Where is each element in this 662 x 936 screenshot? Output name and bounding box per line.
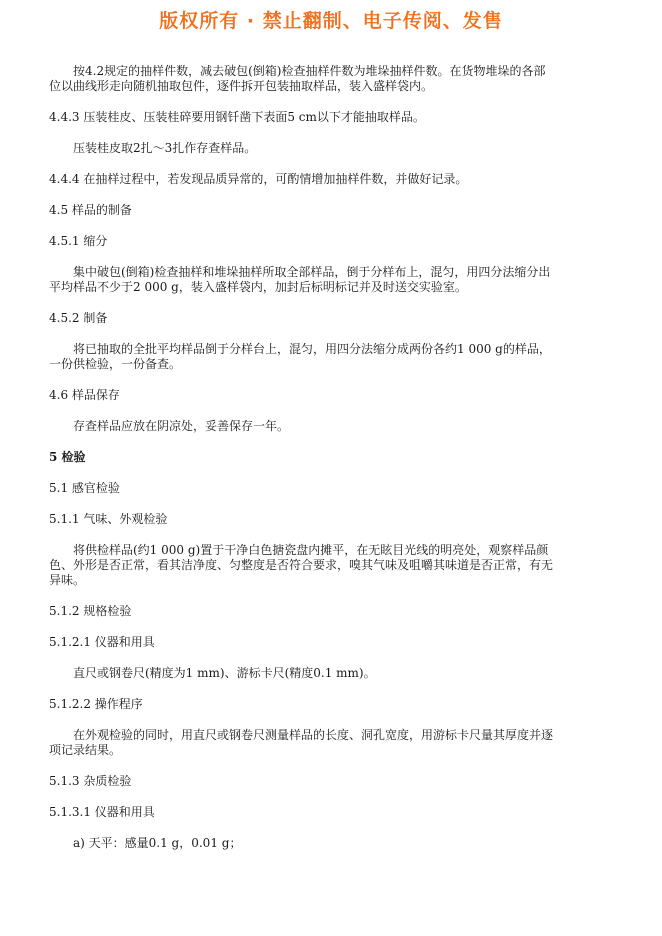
paragraph [49, 728, 615, 758]
paragraph [49, 543, 615, 588]
section-heading: 5.1.2 规格检验 [49, 604, 132, 618]
section-heading: 4.5.2 制备 [49, 311, 108, 325]
paragraph-line: 压装桂皮取2扎～3扎作存查样品。 [73, 141, 257, 155]
section-heading: 4.5.1 缩分 [49, 234, 108, 248]
paragraph-line: 位以曲线形走向随机抽取包件，逐件拆开包装抽取样品，装入盛样袋内。 [49, 79, 434, 93]
paragraph-line: 按4.2规定的抽样件数，减去破包(倒箱)检查抽样件数为堆垛抽样件数。在货物堆垛的各部 [73, 64, 546, 78]
paragraph [49, 666, 615, 681]
section-heading: 5.1.2.2 操作程序 [49, 697, 143, 711]
paragraph-line: 存查样品应放在阴凉处，妥善保存一年。 [73, 419, 290, 433]
copyright-watermark: 版权所有 · 禁止翻制、电子传阅、发售 [159, 10, 503, 32]
document-body [49, 64, 615, 867]
paragraph-line: 色、外形是否正常，看其洁净度、匀整度是否符合要求，嗅其气味及咀嚼其味道是否正常，有无 [49, 558, 554, 572]
paragraph [49, 836, 615, 851]
section-heading: 4.5 样品的制备 [49, 203, 132, 217]
section-heading: 5.1 感官检验 [49, 481, 120, 495]
paragraph-line: 异味。 [49, 573, 86, 587]
paragraph-line: 将已抽取的全批平均样品倒于分样台上，混匀，用四分法缩分成两份各约1 000 g的样品， [73, 342, 551, 356]
paragraph-line: a) 天平：感量0.1 g，0.01 g； [73, 836, 242, 850]
paragraph-line: 直尺或钢卷尺(精度为1 mm)、游标卡尺(精度0.1 mm)。 [73, 666, 376, 680]
section-heading: 4.4.4 在抽样过程中，若发现品质异常的，可酌情增加抽样件数，并做好记录。 [49, 172, 468, 186]
paragraph-line: 将供检样品(约1 000 g)置于干净白色搪瓷盘内摊平，在无眩目光线的明亮处，观察样品颜 [73, 543, 549, 557]
paragraph-line: 集中破包(倒箱)检查抽样和堆垛抽样所取全部样品，倒于分样布上，混匀，用四分法缩分出 [73, 265, 551, 279]
paragraph-line: 一份供检验，一份备查。 [49, 357, 182, 371]
section-heading: 5.1.2.1 仪器和用具 [49, 635, 155, 649]
section-heading: 5.1.1 气味、外观检验 [49, 512, 168, 526]
paragraph [49, 141, 615, 156]
paragraph [49, 419, 615, 434]
section-heading: 5 检验 [49, 450, 86, 464]
section-heading: 5.1.3.1 仪器和用具 [49, 805, 155, 819]
paragraph [49, 265, 615, 295]
paragraph-line: 在外观检验的同时，用直尺或钢卷尺测量样品的长度、洞孔宽度，用游标卡尺量其厚度并逐 [73, 728, 554, 742]
paragraph-line: 平均样品不少于2 000 g，装入盛样袋内，加封后标明标记并及时送交实验室。 [49, 280, 467, 294]
paragraph-line: 项记录结果。 [49, 743, 122, 757]
paragraph [49, 64, 615, 94]
paragraph [49, 342, 615, 372]
section-heading: 4.6 样品保存 [49, 388, 120, 402]
section-heading: 4.4.3 压装桂皮、压装桂碎要用钢钎凿下表面5 cm以下才能抽取样品。 [49, 110, 425, 124]
section-heading: 5.1.3 杂质检验 [49, 774, 132, 788]
